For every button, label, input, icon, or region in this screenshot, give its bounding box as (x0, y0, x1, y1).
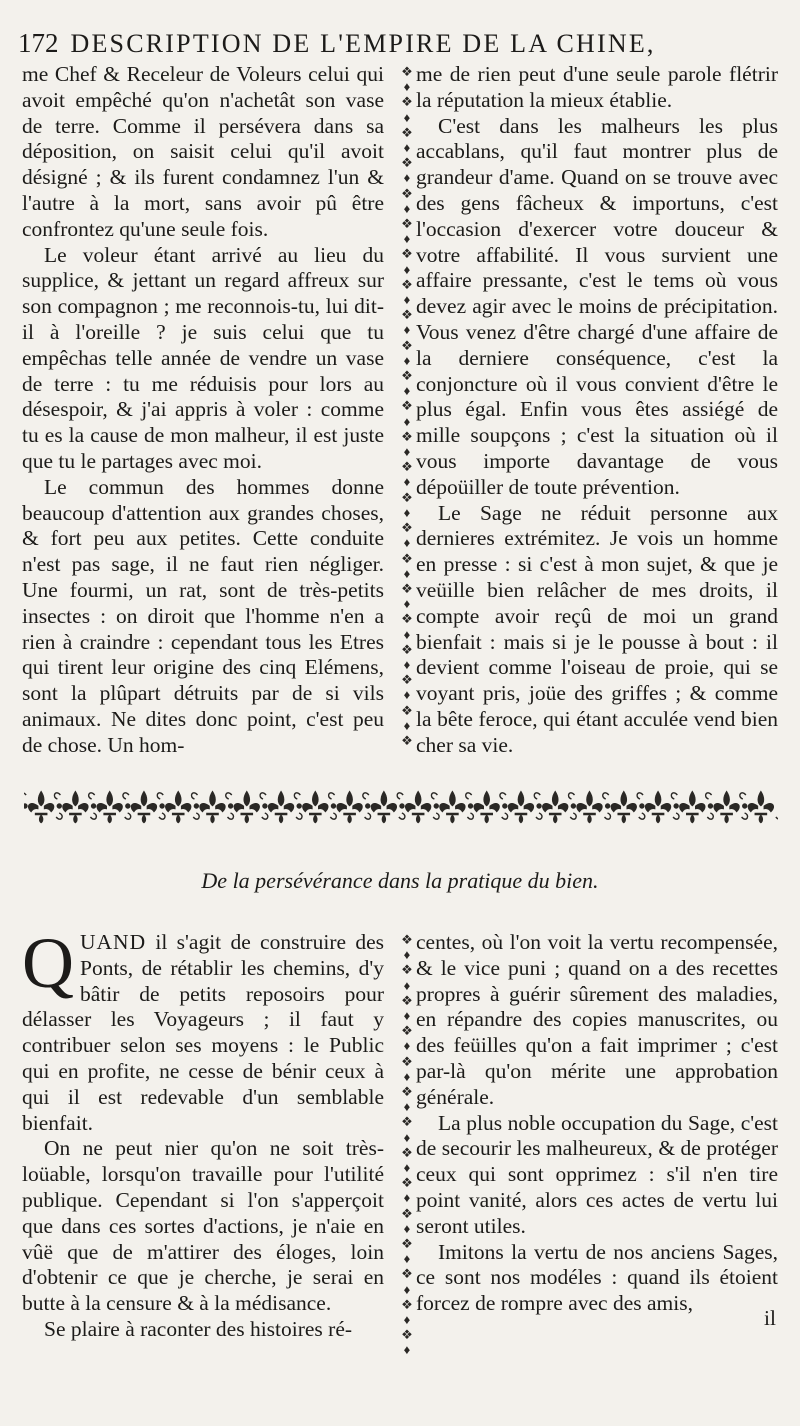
paragraph: me Chef & Receleur de Voleurs celui qui avoit empêché qu'on n'achetât son vase de terre. Comme il persévera dans sa déposition, on saisit celui qu'il avoit désigné ; & ils furent condamnez l'un & l'autre à la mort, sans avoir pû être confrontez qu'une seule fois. (22, 62, 384, 241)
divider-fleuron-icon: ❖ (401, 1296, 413, 1312)
divider-fleuron-icon: ♦ (403, 1312, 411, 1328)
divider-fleuron-icon: ❖ (401, 428, 413, 444)
divider-fleuron-icon: ♦ (403, 383, 411, 399)
divider-fleuron-icon: ♦ (403, 444, 411, 460)
divider-fleuron-icon: ❖ (401, 520, 413, 536)
divider-fleuron-icon: ❖ (401, 1175, 413, 1191)
divider-fleuron-icon: ❖ (401, 641, 413, 657)
divider-fleuron-icon: ❖ (401, 64, 413, 79)
paragraph-opening (22, 923, 384, 1136)
divider-fleuron-icon: ♦ (403, 977, 411, 993)
paragraph: Imitons la vertu de nos anciens Sages, ce sont nos modéles : quand ils étoient forcez de rompre avec des amis, (416, 1239, 778, 1316)
divider-fleuron-icon: ❖ (401, 672, 413, 688)
divider-fleuron-icon: ♦ (403, 474, 411, 490)
divider-fleuron-icon: ❖ (401, 702, 413, 718)
divider-fleuron-icon: ♦ (403, 656, 411, 672)
divider-fleuron-icon: ♦ (403, 322, 411, 338)
divider-fleuron-icon: ♦ (403, 1129, 411, 1145)
divider-fleuron-icon: ❖ (401, 155, 413, 171)
column-divider-ornament (398, 932, 416, 1362)
divider-fleuron-icon: ❖ (401, 1114, 413, 1130)
divider-fleuron-icon: ♦ (403, 504, 411, 520)
paragraph: Le Sage ne réduit personne aux dernieres extrémitez. Je vois un homme en presse : si c'est à mon sujet, & que je veüille bien relâcher de mes droits, il compte avoir reçû de moi un grand bienfait : mais si je le pousse à bout : il devient comme l'oiseau de proie, qui se voyant pris, joüe des griffes ; & comme la bête feroce, qui étant acculée vend bien cher sa vie. (416, 500, 778, 757)
paragraph: Se plaire à raconter des histoires ré- (44, 1316, 353, 1341)
divider-fleuron-icon: ♦ (403, 79, 411, 95)
divider-fleuron-icon: ♦ (403, 626, 411, 642)
running-head (18, 28, 788, 62)
bottom-left-column (22, 923, 384, 1343)
divider-fleuron-icon: ❖ (401, 550, 413, 566)
divider-fleuron-icon: ❖ (401, 216, 413, 232)
paragraph: On ne peut nier qu'on ne soit très-loüable, lorsqu'on travaille pour l'utilité publique. Cependant si l'on s'apperçoit que dans ces sortes d'actions, je n'aie en vûë que de m'attirer des éloges, loin d'obtenir ce que je cherche, je serai en butte à la censure & à la médisance. (22, 1136, 384, 1316)
divider-fleuron-icon: ❖ (401, 398, 413, 414)
divider-fleuron-icon: ♦ (403, 231, 411, 247)
divider-fleuron-icon: ♦ (403, 687, 411, 703)
divider-fleuron-icon: ♦ (403, 413, 411, 429)
divider-fleuron-icon: ♦ (403, 565, 411, 581)
top-left-column (22, 62, 384, 759)
divider-fleuron-icon: ❖ (401, 611, 413, 627)
divider-fleuron-icon: ❖ (401, 1144, 413, 1160)
divider-fleuron-icon: ❖ (401, 580, 413, 596)
paragraph: Le voleur étant arrivé au lieu du supplice, & jettant un regard affreux sur son compagnon ; me reconnois-tu, lui dit-il à l'oreille ? je suis celui que tu empêchas telle année de vendre un vase de terre : tu me réduisis pour lors au désespoir, & j'ai appris à voler : comme tu es la cause de mon malheur, il est juste que tu le partages avec moi. (22, 242, 384, 473)
divider-fleuron-icon: ♦ (403, 109, 411, 125)
divider-fleuron-icon: ♦ (403, 352, 411, 368)
running-title: DESCRIPTION DE L'EMPIRE DE LA CHINE, (70, 29, 656, 58)
divider-fleuron-icon: ♦ (403, 1220, 411, 1236)
divider-fleuron-icon: ❖ (401, 94, 413, 110)
paragraph-text: il s'agit de construire des Ponts, de rétablir les chemins, d'y bâtir de petits reposoirs pour délasser les Voyageurs ; il faut y contribuer selon ses moyens : le Public qui en profite, ne cesse de bénir ceux à qui il est redevable d'un semblable bienfait. (22, 930, 384, 1135)
fleuron-band-ornament (24, 785, 778, 827)
divider-fleuron-icon: ♦ (403, 1251, 411, 1267)
divider-fleuron-icon: ♦ (403, 596, 411, 612)
divider-fleuron-icon: ♦ (403, 140, 411, 156)
column-divider-ornament (398, 64, 416, 754)
divider-fleuron-icon: ❖ (401, 124, 413, 140)
divider-fleuron-icon: ❖ (401, 307, 413, 323)
divider-fleuron-icon: ❖ (401, 337, 413, 353)
bottom-right-column (416, 930, 778, 1317)
paragraph: Le commun des hommes donne beaucoup d'attention aux grandes choses, & fort peu aux petites. Cette conduite n'est pas sage, il ne faut rien négliger. Une fourmi, un rat, sont de très-petits insectes : on diroit que l'homme n'en a rien à craindre : cependant tous les Etres qui tirent leur origine des cinq Elémens, sont la plûpart détruits par de si vils animaux. Ne dites donc point, c'est peu de chose. Un hom- (22, 474, 384, 757)
divider-fleuron-icon: ♦ (403, 1099, 411, 1115)
divider-fleuron-icon: ❖ (401, 185, 413, 201)
divider-fleuron-icon: ❖ (401, 1236, 413, 1252)
divider-fleuron-icon: ♦ (403, 1008, 411, 1024)
drop-cap: Q (22, 923, 74, 1003)
divider-fleuron-icon: ♦ (403, 261, 411, 277)
divider-fleuron-icon: ♦ (403, 717, 411, 733)
divider-fleuron-icon: ❖ (401, 489, 413, 505)
catchword: il (764, 1306, 776, 1330)
section-title: De la persévérance dans la pratique du bien. (201, 868, 599, 893)
divider-fleuron-icon: ♦ (403, 1038, 411, 1054)
paragraph: C'est dans les malheurs les plus accablans, qu'il faut montrer plus de grandeur d'ame. Quand on se trouve avec des gens fâcheux & importuns, c'est l'occasion d'exercer votre douceur & votre affabilité. Il vous survient une affaire pressante, c'est le tems où vous devez agir avec le moins de précipitation. Vous venez d'être chargé d'une affaire de la derniere conséquence, c'est la conjoncture où il vous convient d'être le plus égal. Enfin vous êtes assiégé de mille soupçons ; c'est la situation où il vous importe davantage de vous dépoüiller de toute prévention. (416, 113, 778, 499)
paragraph: me de rien peut d'une seule parole flétrir la réputation la mieux établie. (416, 62, 778, 112)
divider-fleuron-icon: ♦ (403, 1160, 411, 1176)
divider-fleuron-icon: ❖ (401, 1053, 413, 1069)
paragraph: centes, où l'on voit la vertu recompensée, & le vice puni ; quand on a des recettes propres à guérir sûrement des maladies, en répandre des copies manuscrites, ou des feüilles qu'on a fait imprimer ; c'est par-là qu'on mérite une approbation générale. (416, 930, 778, 1109)
divider-fleuron-icon: ♦ (403, 1281, 411, 1297)
divider-fleuron-icon: ❖ (401, 1084, 413, 1100)
divider-fleuron-icon: ❖ (401, 992, 413, 1008)
divider-fleuron-icon: ❖ (401, 732, 413, 748)
divider-fleuron-icon: ♦ (403, 170, 411, 186)
page-number: 172 (18, 28, 59, 58)
lead-smallcaps: UAND (80, 930, 147, 954)
fleuron-motif-icon (740, 791, 778, 823)
divider-fleuron-icon: ♦ (403, 1190, 411, 1206)
divider-fleuron-icon: ♦ (403, 1068, 411, 1084)
divider-fleuron-icon: ❖ (401, 932, 413, 947)
divider-fleuron-icon: ❖ (401, 276, 413, 292)
divider-fleuron-icon: ❖ (401, 962, 413, 978)
divider-fleuron-icon: ❖ (401, 1266, 413, 1282)
divider-fleuron-icon: ♦ (403, 292, 411, 308)
top-right-column (416, 62, 778, 759)
divider-fleuron-icon: ♦ (403, 535, 411, 551)
divider-fleuron-icon: ❖ (401, 246, 413, 262)
divider-fleuron-icon: ♦ (403, 947, 411, 963)
divider-fleuron-icon: ♦ (403, 1342, 411, 1358)
fleuron-motif-icon (24, 791, 62, 823)
divider-fleuron-icon: ❖ (401, 1205, 413, 1221)
divider-fleuron-icon: ❖ (401, 368, 413, 384)
paragraph: La plus noble occupation du Sage, c'est de secourir les malheureux, & de protéger ceux qui sont opprimez : s'il n'en tire point vanité, alors ces actes de vertu lui seront utiles. (416, 1110, 778, 1238)
divider-fleuron-icon: ♦ (403, 200, 411, 216)
divider-fleuron-icon: ❖ (401, 1023, 413, 1039)
divider-fleuron-icon: ❖ (401, 1327, 413, 1343)
divider-fleuron-icon: ❖ (401, 459, 413, 475)
